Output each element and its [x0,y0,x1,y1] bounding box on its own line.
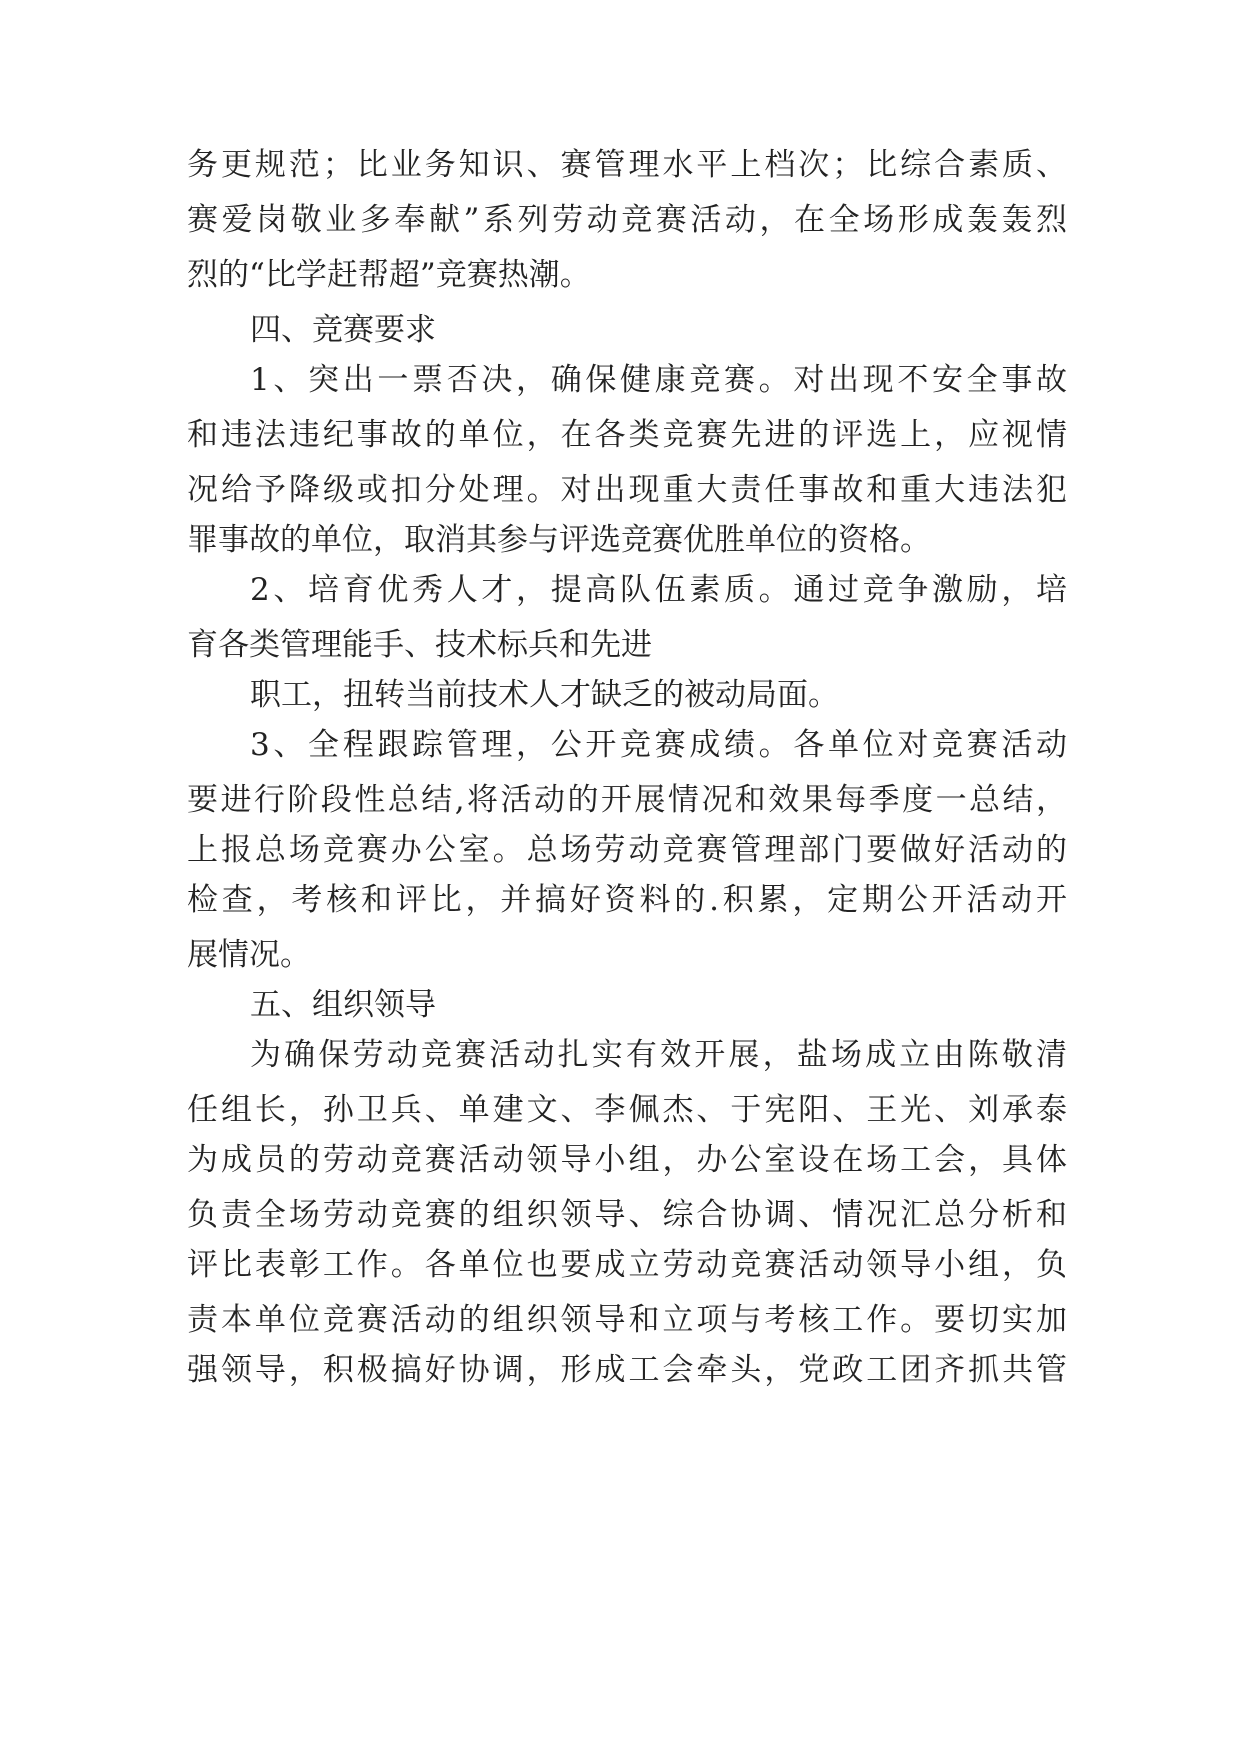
text-line: 评比表彰工作。各单位也要成立劳动竞赛活动领导小组，负 [187,1247,1067,1283]
text-line: 赛爱岗敬业多奉献”系列劳动竞赛活动，在全场形成轰轰烈 [187,202,1067,238]
text-line: 2、培育优秀人才，提高队伍素质。通过竞争激励，培 [250,572,1067,608]
text-line: 责本单位竞赛活动的组织领导和立项与考核工作。要切实加 [187,1302,1067,1338]
text-line: 上报总场竞赛办公室。总场劳动竞赛管理部门要做好活动的 [187,832,1067,868]
text-line: 1、突出一票否决，确保健康竞赛。对出现不安全事故 [250,362,1067,398]
text-line: 为确保劳动竞赛活动扎实有效开展，盐场成立由陈敬清 [250,1037,1067,1073]
text-line: 况给予降级或扣分处理。对出现重大责任事故和重大违法犯 [187,472,1067,508]
text-line: 烈的“比学赶帮超”竞赛热潮。 [187,257,591,293]
text-line: 育各类管理能手、技术标兵和先进 [187,627,652,663]
text-line: 要进行阶段性总结,将活动的开展情况和效果每季度一总结， [187,782,1067,818]
text-line: 负责全场劳动竞赛的组织领导、综合协调、情况汇总分析和 [187,1197,1067,1233]
section-heading: 四、竞赛要求 [250,312,436,348]
text-line: 检查，考核和评比，并搞好资料的.积累，定期公开活动开 [187,882,1067,918]
text-line: 任组长，孙卫兵、单建文、李佩杰、于宪阳、王光、刘承泰 [187,1092,1067,1128]
text-line: 务更规范；比业务知识、赛管理水平上档次；比综合素质、 [187,147,1067,183]
text-line: 3、全程跟踪管理，公开竞赛成绩。各单位对竞赛活动 [250,727,1067,763]
text-line: 展情况。 [187,937,311,973]
text-line: 和违法违纪事故的单位，在各类竞赛先进的评选上，应视情 [187,417,1067,453]
section-heading: 五、组织领导 [250,987,436,1023]
text-line: 罪事故的单位，取消其参与评选竞赛优胜单位的资格。 [187,522,931,558]
text-line: 为成员的劳动竞赛活动领导小组，办公室设在场工会，具体 [187,1142,1067,1178]
text-line: 职工，扭转当前技术人才缺乏的被动局面。 [250,677,839,713]
text-line: 强领导，积极搞好协调，形成工会牵头，党政工团齐抓共管 [187,1352,1067,1388]
